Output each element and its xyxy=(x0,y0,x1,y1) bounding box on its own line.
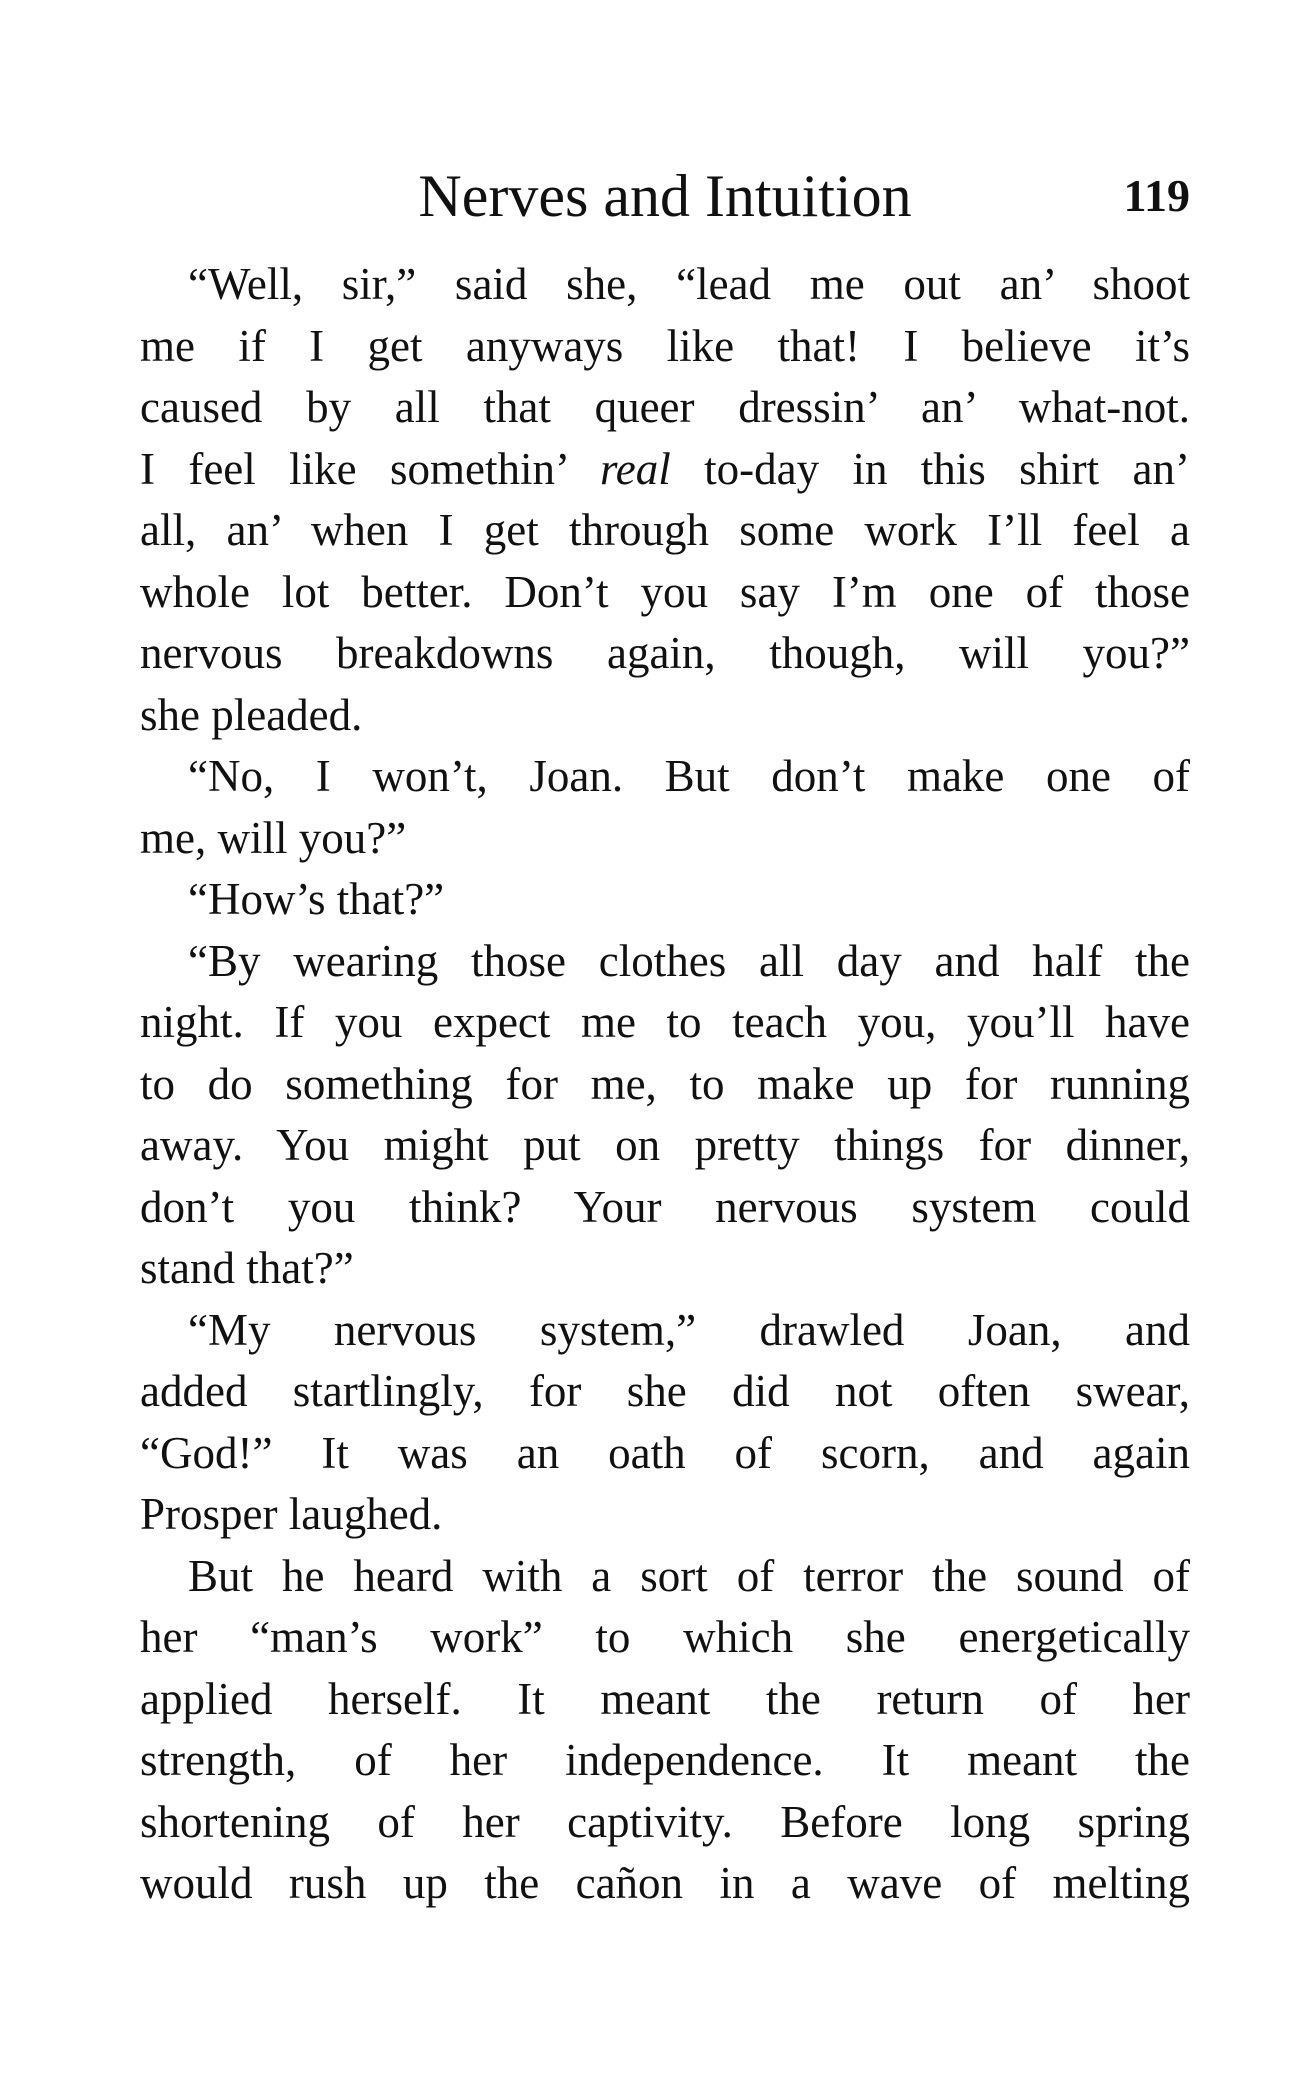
text-line: shortening of her captivity. Before long spring xyxy=(140,1796,1190,1847)
text-line: night. If you expect me to teach you, you’ll have xyxy=(140,997,1190,1047)
text-line: don’t you think? Your nervous system could xyxy=(140,1181,1190,1232)
text-line: “God!” It was an oath of scorn, and again xyxy=(140,1427,1190,1478)
text-line: she pleaded. xyxy=(140,689,363,740)
page-number: 119 xyxy=(1123,170,1190,221)
text-line: would rush up the cañon in a wave of melting xyxy=(140,1858,1190,1908)
text-line: “My nervous system,” drawled Joan, and xyxy=(188,1304,1190,1355)
paragraph xyxy=(140,1300,1190,1546)
text-line: nervous breakdowns again, though, will you?” xyxy=(140,628,1190,678)
text-line: me, will you?” xyxy=(140,812,407,863)
text-segment: to-day in this shirt an’ xyxy=(670,443,1190,494)
text-line: “Well, sir,” said she, “lead me out an’ shoot xyxy=(188,259,1190,309)
chapter-title: Nerves and Intuition xyxy=(418,163,912,229)
text-line: stand that?” xyxy=(140,1243,354,1293)
text-line: all, an’ when I get through some work I’ll feel a xyxy=(140,505,1190,555)
text-line: her “man’s work” to which she energetically xyxy=(140,1612,1190,1662)
paragraph xyxy=(140,1546,1190,1915)
text-line: “How’s that?” xyxy=(188,874,445,924)
text-line: strength, of her independence. It meant the xyxy=(140,1735,1190,1785)
italic-word: real xyxy=(599,443,671,494)
running-head xyxy=(140,160,1190,232)
text-segment: I feel like somethin’ xyxy=(140,443,600,494)
text-line: “No, I won’t, Joan. But don’t make one of xyxy=(188,751,1190,801)
body-text xyxy=(140,254,1190,1915)
text-line: applied herself. It meant the return of her xyxy=(140,1673,1190,1724)
paragraph xyxy=(140,746,1190,869)
text-line: added startlingly, for she did not often swear, xyxy=(140,1366,1190,1416)
paragraph xyxy=(140,869,1190,931)
text-line: caused by all that queer dressin’ an’ what-not. xyxy=(140,382,1190,432)
text-line: But he heard with a sort of terror the sound of xyxy=(188,1550,1190,1601)
text-line: “By wearing those clothes all day and half the xyxy=(188,935,1190,986)
paragraph xyxy=(140,931,1190,1300)
text-line: to do something for me, to make up for running xyxy=(140,1058,1190,1109)
text-line: away. You might put on pretty things for dinner, xyxy=(140,1120,1190,1170)
text-line: Prosper laughed. xyxy=(140,1489,443,1539)
paragraph xyxy=(140,254,1190,746)
text-line: whole lot better. Don’t you say I’m one of those xyxy=(140,566,1190,617)
text-line: me if I get anyways like that! I believe it’s xyxy=(140,320,1190,371)
text-line xyxy=(140,439,1190,501)
